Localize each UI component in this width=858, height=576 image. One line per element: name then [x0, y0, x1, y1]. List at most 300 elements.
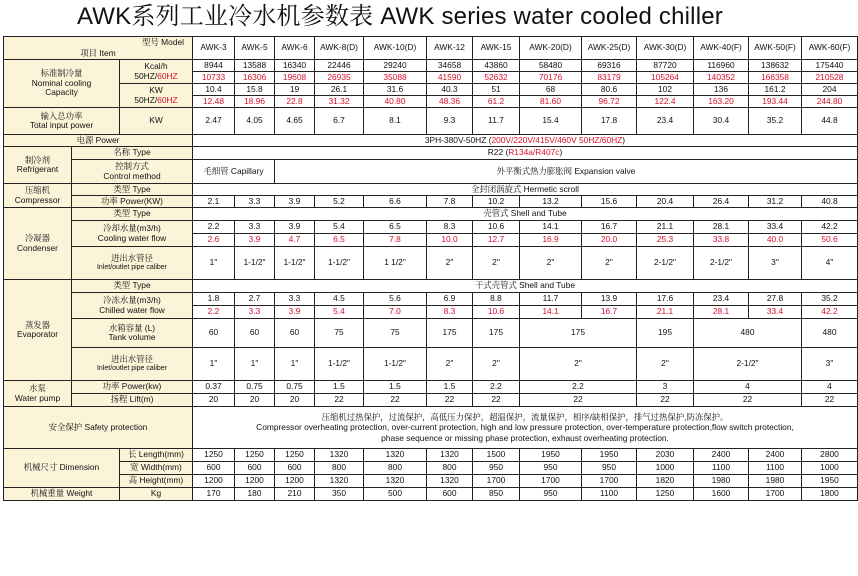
compressor-power-cell: 13.2 [520, 196, 582, 208]
pump-power-cell: 2.2 [520, 381, 637, 394]
weight-cell: 1800 [802, 488, 858, 501]
evaporator-flow-60-cell: 28.1 [694, 306, 749, 319]
kcal-50-cell: 69316 [582, 60, 637, 72]
pump-label [4, 381, 72, 407]
compressor-power-cell: 15.6 [582, 196, 637, 208]
dimension-length-cell: 2400 [694, 449, 749, 462]
kcal-60-cell: 19608 [275, 72, 315, 84]
evaporator-type-value: 干式壳管式 Shell and Tube [193, 280, 858, 293]
kw-60-cell: 40.80 [364, 96, 427, 108]
evaporator-tank-cell: 480 [694, 319, 802, 348]
safety-row [4, 407, 858, 449]
control-method-row-a [4, 160, 858, 172]
evaporator-flow-cell: 6.9 [427, 293, 473, 306]
condenser-pipe-label-cn: 进出水管径 [111, 252, 153, 263]
kcal-60-cell: 166358 [749, 72, 802, 84]
dimension-width-cell: 1100 [749, 462, 802, 475]
evaporator-pipe-cell: 1-1/2" [364, 348, 427, 381]
capacity-label [4, 60, 120, 108]
input-power-cell: 35.2 [749, 108, 802, 135]
model-name: AWK-5 [235, 37, 275, 60]
dimension-length-cell: 1320 [315, 449, 364, 462]
condenser-flow-60-cell: 40.0 [749, 234, 802, 247]
compressor-label-en: Compressor [14, 194, 61, 205]
refrigerant-type-row [4, 147, 858, 160]
condenser-flow-cell: 3.3 [235, 221, 275, 234]
evaporator-pipe-cell: 2-1/2" [694, 348, 802, 381]
evaporator-flow-row-50 [4, 293, 858, 306]
condenser-pipe-cell: 1" [193, 247, 235, 280]
condenser-type-row [4, 208, 858, 221]
evaporator-pipe-label-en: Inlet/outlet pipe caliber [96, 365, 168, 372]
kw-50-cell: 40.3 [427, 84, 473, 96]
condenser-flow-60-cell: 20.0 [582, 234, 637, 247]
condenser-label-en: Condenser [17, 242, 58, 253]
dimension-length-label: 长 Length(mm) [120, 449, 193, 462]
model-name: AWK-8(D) [315, 37, 364, 60]
evaporator-pipe-cell: 2" [473, 348, 520, 381]
condenser-flow-label [72, 221, 193, 247]
condenser-pipe-cell: 1-1/2" [235, 247, 275, 280]
compressor-type-row [4, 184, 858, 196]
condenser-flow-cell: 3.9 [275, 221, 315, 234]
evaporator-flow-60-cell: 2.2 [193, 306, 235, 319]
dimension-height-cell: 1320 [427, 475, 473, 488]
condenser-flow-cell: 6.5 [364, 221, 427, 234]
pump-lift-label: 扬程 Lift(m) [72, 394, 193, 407]
refrigerant-alt: R134a/R407c [508, 147, 560, 158]
input-power-label-cn: 输入总功率 [40, 110, 83, 121]
evaporator-flow-cell: 35.2 [802, 293, 858, 306]
evaporator-flow-label [72, 293, 193, 319]
input-power-cell: 30.4 [694, 108, 749, 135]
evaporator-tank-cell: 60 [235, 319, 275, 348]
pump-power-label: 功率 Power(kw) [72, 381, 193, 394]
kcal-50-cell: 58480 [520, 60, 582, 72]
dimension-length-cell: 1320 [427, 449, 473, 462]
evaporator-pipe-row [4, 348, 858, 381]
weight-cell: 170 [193, 488, 235, 501]
condenser-flow-row-50 [4, 221, 858, 234]
condenser-flow-cell: 14.1 [520, 221, 582, 234]
pump-power-cell: 1.5 [364, 381, 427, 394]
kcal-60-cell: 16306 [235, 72, 275, 84]
kcal-50-cell: 138632 [749, 60, 802, 72]
evaporator-tank-cell: 480 [802, 319, 858, 348]
evaporator-type-label: 类型 Type [72, 280, 193, 293]
evaporator-tank-label-cn: 水箱容量 (L) [108, 322, 156, 333]
condenser-flow-60-cell: 33.8 [694, 234, 749, 247]
model-name: AWK-15 [473, 37, 520, 60]
condenser-flow-cell: 8.3 [427, 221, 473, 234]
condenser-flow-60-cell: 10.0 [427, 234, 473, 247]
kcal-60-cell: 41590 [427, 72, 473, 84]
kw-50-cell: 10.4 [193, 84, 235, 96]
pump-lift-cell: 22 [473, 394, 520, 407]
spec-table [3, 36, 858, 501]
evaporator-pipe-cell: 1" [193, 348, 235, 381]
kcal-50-cell: 16340 [275, 60, 315, 72]
pump-power-cell: 0.75 [235, 381, 275, 394]
pump-power-cell: 0.37 [193, 381, 235, 394]
pump-power-cell: 1.5 [315, 381, 364, 394]
compressor-power-cell: 26.4 [694, 196, 749, 208]
evaporator-flow-cell: 3.3 [275, 293, 315, 306]
dimension-width-cell: 600 [193, 462, 235, 475]
input-power-cell: 8.1 [364, 108, 427, 135]
evaporator-tank-cell: 60 [275, 319, 315, 348]
kcal-50-cell: 34658 [427, 60, 473, 72]
evaporator-flow-cell: 4.5 [315, 293, 364, 306]
pump-lift-cell: 22 [802, 394, 858, 407]
model-name: AWK-30(D) [637, 37, 694, 60]
kw-60-cell: 12.48 [193, 96, 235, 108]
compressor-power-cell: 3.9 [275, 196, 315, 208]
weight-unit: Kg [120, 488, 193, 501]
power-source-value [193, 135, 858, 147]
evaporator-flow-cell: 1.8 [193, 293, 235, 306]
evaporator-flow-60-cell: 21.1 [637, 306, 694, 319]
refrigerant-label-en: Refrigerant [16, 164, 59, 174]
dimension-length-cell: 1250 [235, 449, 275, 462]
evaporator-tank-cell: 175 [473, 319, 520, 348]
compressor-power-row [4, 196, 858, 208]
dimension-length-row [4, 449, 858, 462]
compressor-power-cell: 5.2 [315, 196, 364, 208]
input-power-cell: 44.8 [802, 108, 858, 135]
condenser-flow-cell: 21.1 [637, 221, 694, 234]
condenser-pipe-cell: 2-1/2" [694, 247, 749, 280]
kcal-unit [120, 60, 193, 84]
evaporator-flow-cell: 2.7 [235, 293, 275, 306]
weight-label: 机械重量 Weight [4, 488, 120, 501]
control-method-label [72, 160, 193, 184]
evaporator-flow-cell: 11.7 [520, 293, 582, 306]
control-method-label-en: Control method [103, 170, 161, 181]
kcal-60-cell: 140352 [694, 72, 749, 84]
evaporator-flow-label-cn: 冷冻水量(m3/h) [103, 295, 161, 305]
weight-cell: 180 [235, 488, 275, 501]
model-name: AWK-20(D) [520, 37, 582, 60]
dimension-length-cell: 1950 [520, 449, 582, 462]
kw-60-cell: 18.96 [235, 96, 275, 108]
evaporator-tank-cell: 195 [637, 319, 694, 348]
condenser-pipe-row [4, 247, 858, 280]
weight-cell: 1250 [637, 488, 694, 501]
evaporator-flow-cell: 8.8 [473, 293, 520, 306]
evaporator-flow-60-cell: 16.7 [582, 306, 637, 319]
input-power-row [4, 108, 858, 135]
evaporator-pipe-cell: 2" [427, 348, 473, 381]
evaporator-pipe-label [72, 348, 193, 381]
kw-50-cell: 26.1 [315, 84, 364, 96]
input-power-unit: KW [120, 108, 193, 135]
dimension-width-cell: 600 [235, 462, 275, 475]
condenser-flow-60-cell: 50.6 [802, 234, 858, 247]
kcal-60-cell: 35088 [364, 72, 427, 84]
kw-50-cell: 102 [637, 84, 694, 96]
evaporator-flow-label-en: Chilled water flow [99, 304, 165, 315]
compressor-power-cell: 3.3 [235, 196, 275, 208]
input-power-cell: 4.65 [275, 108, 315, 135]
pump-power-cell: 4 [802, 381, 858, 394]
evaporator-flow-cell: 17.6 [637, 293, 694, 306]
kcal-50-cell: 29240 [364, 60, 427, 72]
condenser-pipe-cell: 2" [473, 247, 520, 280]
kw-60-cell: 244.80 [802, 96, 858, 108]
input-power-label-en: Total input power [29, 120, 94, 130]
weight-row [4, 488, 858, 501]
weight-cell: 500 [364, 488, 427, 501]
dimension-height-row [4, 475, 858, 488]
dimension-length-cell: 2800 [802, 449, 858, 462]
kw-unit-line1: KW [149, 85, 163, 95]
evaporator-pipe-cell: 1" [235, 348, 275, 381]
kw-60-cell: 81.60 [520, 96, 582, 108]
condenser-type-label: 类型 Type [72, 208, 193, 221]
compressor-power-cell: 40.8 [802, 196, 858, 208]
condenser-flow-60-cell: 3.9 [235, 234, 275, 247]
dimension-width-label: 宽 Width(mm) [120, 462, 193, 475]
pump-power-cell: 1.5 [427, 381, 473, 394]
evaporator-tank-cell: 175 [520, 319, 637, 348]
refrigerant-name-label: 名称 Type [72, 147, 193, 160]
page-title: AWK系列工业冷水机参数表 AWK series water cooled chiller [76, 3, 723, 30]
kw-50-cell: 51 [473, 84, 520, 96]
compressor-power-cell: 20.4 [637, 196, 694, 208]
kcal-60-cell: 210528 [802, 72, 858, 84]
kw-50-cell: 15.8 [235, 84, 275, 96]
condenser-pipe-cell: 4" [802, 247, 858, 280]
kw-60-cell: 22.8 [275, 96, 315, 108]
input-power-cell: 15.4 [520, 108, 582, 135]
evaporator-pipe-cell: 1-1/2" [315, 348, 364, 381]
dimension-height-cell: 1980 [749, 475, 802, 488]
evaporator-tank-cell: 75 [315, 319, 364, 348]
power-source-row [4, 135, 858, 147]
power-source-alt: 200V/220V/415V/460V 50HZ/60HZ [491, 134, 623, 145]
condenser-flow-60-cell: 6.5 [315, 234, 364, 247]
kcal-50-cell: 22446 [315, 60, 364, 72]
dimension-height-cell: 1200 [275, 475, 315, 488]
refrigerant-main: R22 ( [487, 147, 509, 158]
control-method-label-cn: 控制方式 [115, 161, 149, 171]
dimension-width-cell: 1000 [637, 462, 694, 475]
kw-50-cell: 80.6 [582, 84, 637, 96]
weight-cell: 350 [315, 488, 364, 501]
condenser-flow-cell: 33.4 [749, 221, 802, 234]
input-power-label [4, 108, 120, 135]
model-name: AWK-25(D) [582, 37, 637, 60]
kw-50-cell: 19 [275, 84, 315, 96]
dimension-length-cell: 1250 [193, 449, 235, 462]
condenser-flow-60-cell: 7.8 [364, 234, 427, 247]
dimension-height-cell: 1700 [473, 475, 520, 488]
control-method-valve: 外平衡式热力膨胀阀 Expansion valve [275, 160, 858, 184]
kw-60-cell: 96.72 [582, 96, 637, 108]
dimension-height-cell: 1320 [364, 475, 427, 488]
pump-lift-cell: 20 [235, 394, 275, 407]
evaporator-flow-cell: 23.4 [694, 293, 749, 306]
capacity-label-en1: Nominal cooling [31, 77, 92, 88]
dimension-height-cell: 1200 [193, 475, 235, 488]
safety-notes-cn: 压缩机过热保护，过流保护，高低压力保护，超温保护，流量保护，相序/缺相保护，排气过热保护,防冻保护。 [321, 411, 729, 422]
pump-power-cell: 4 [694, 381, 802, 394]
kcal-50-cell: 116960 [694, 60, 749, 72]
kcal-50-cell: 175440 [802, 60, 858, 72]
dimension-width-cell: 1100 [694, 462, 749, 475]
pump-lift-cell: 22 [637, 394, 694, 407]
evaporator-tank-row [4, 319, 858, 348]
weight-cell: 1100 [582, 488, 637, 501]
evaporator-flow-60-cell: 3.3 [235, 306, 275, 319]
input-power-cell: 23.4 [637, 108, 694, 135]
evaporator-tank-cell: 75 [364, 319, 427, 348]
evaporator-label [4, 280, 72, 381]
input-power-cell: 6.7 [315, 108, 364, 135]
dimension-height-cell: 1980 [694, 475, 749, 488]
dimension-height-cell: 1700 [582, 475, 637, 488]
dimension-width-cell: 950 [473, 462, 520, 475]
condenser-label [4, 208, 72, 280]
kcal-50-cell: 13588 [235, 60, 275, 72]
dimension-height-cell: 1200 [235, 475, 275, 488]
dimension-width-cell: 800 [427, 462, 473, 475]
dimension-length-cell: 1500 [473, 449, 520, 462]
condenser-pipe-cell: 2" [582, 247, 637, 280]
dimension-width-cell: 800 [315, 462, 364, 475]
kcal-unit-60hz: 60HZ [157, 70, 178, 81]
dimension-width-cell: 950 [520, 462, 582, 475]
dimension-height-cell: 1820 [637, 475, 694, 488]
condenser-flow-cell: 42.2 [802, 221, 858, 234]
compressor-power-label: 功率 Power(KW) [72, 196, 193, 208]
condenser-flow-60-cell: 4.7 [275, 234, 315, 247]
input-power-cell: 17.8 [582, 108, 637, 135]
dimension-width-cell: 800 [364, 462, 427, 475]
evaporator-pipe-cell: 2" [637, 348, 694, 381]
compressor-power-cell: 10.2 [473, 196, 520, 208]
pump-lift-cell: 22 [694, 394, 802, 407]
pump-lift-cell: 20 [193, 394, 235, 407]
pump-label-en: Water pump [14, 392, 61, 403]
condenser-flow-60-cell: 2.6 [193, 234, 235, 247]
dimension-length-cell: 1250 [275, 449, 315, 462]
evaporator-flow-cell: 13.9 [582, 293, 637, 306]
kw-unit-60hz: 60HZ [157, 94, 178, 105]
capacity-label-en2: Capacity [45, 87, 78, 98]
evaporator-tank-cell: 175 [427, 319, 473, 348]
dimension-length-cell: 1950 [582, 449, 637, 462]
kw-50-cell: 136 [694, 84, 749, 96]
capacity-kcal-row-50 [4, 60, 858, 72]
condenser-flow-cell: 16.7 [582, 221, 637, 234]
power-source-main: 3PH-380V-50HZ ( [424, 134, 492, 145]
evaporator-type-row [4, 280, 858, 293]
dimension-width-cell: 600 [275, 462, 315, 475]
control-method-capillary: 毛细管 Capillary [193, 160, 275, 184]
header-row-model [4, 37, 858, 49]
weight-cell: 210 [275, 488, 315, 501]
kw-60-cell: 48.36 [427, 96, 473, 108]
dimension-height-cell: 1320 [315, 475, 364, 488]
pump-lift-cell: 22 [520, 394, 637, 407]
model-name: AWK-3 [193, 37, 235, 60]
condenser-pipe-cell: 2" [520, 247, 582, 280]
pump-power-cell: 3 [637, 381, 694, 394]
evaporator-flow-cell: 27.8 [749, 293, 802, 306]
evaporator-flow-60-cell: 8.3 [427, 306, 473, 319]
kcal-60-cell: 70176 [520, 72, 582, 84]
evaporator-pipe-cell: 2" [520, 348, 637, 381]
input-power-cell: 2.47 [193, 108, 235, 135]
evaporator-pipe-label-cn: 进出水管径 [111, 353, 153, 364]
kw-unit [120, 84, 193, 108]
kcal-50-cell: 8944 [193, 60, 235, 72]
condenser-flow-cell: 5.4 [315, 221, 364, 234]
input-power-cell: 11.7 [473, 108, 520, 135]
dimension-length-cell: 1320 [364, 449, 427, 462]
condenser-flow-cell: 2.2 [193, 221, 235, 234]
kcal-unit-50hz: 50HZ/ [134, 70, 158, 81]
dimension-width-cell: 950 [582, 462, 637, 475]
evaporator-label-cn: 蒸发器 [24, 319, 51, 330]
condenser-pipe-cell: 3" [749, 247, 802, 280]
model-name: AWK-6 [275, 37, 315, 60]
evaporator-flow-60-cell: 33.4 [749, 306, 802, 319]
condenser-flow-label-cn: 冷却水量(m3/h) [103, 223, 161, 233]
refrigerant-label [4, 147, 72, 184]
evaporator-flow-60-cell: 10.6 [473, 306, 520, 319]
pump-power-cell: 0.75 [275, 381, 315, 394]
evaporator-flow-60-cell: 14.1 [520, 306, 582, 319]
dimension-width-row [4, 462, 858, 475]
safety-label: 安全保护 Safety protection [4, 407, 193, 449]
compressor-power-cell: 7.8 [427, 196, 473, 208]
pump-lift-cell: 22 [427, 394, 473, 407]
condenser-pipe-cell: 2" [427, 247, 473, 280]
evaporator-tank-label-en: Tank volume [108, 332, 156, 342]
safety-notes-en2: phase sequence or missing phase protection, exhaust overheating protection. [381, 432, 669, 443]
compressor-label [4, 184, 72, 208]
kcal-60-cell: 10733 [193, 72, 235, 84]
pump-lift-row [4, 394, 858, 407]
model-name: AWK-50(F) [749, 37, 802, 60]
evaporator-tank-cell: 60 [193, 319, 235, 348]
condenser-flow-60-cell: 16.9 [520, 234, 582, 247]
weight-cell: 950 [520, 488, 582, 501]
kcal-60-cell: 83179 [582, 72, 637, 84]
evaporator-pipe-cell: 3" [802, 348, 858, 381]
condenser-pipe-cell: 1-1/2" [275, 247, 315, 280]
evaporator-flow-60-cell: 7.0 [364, 306, 427, 319]
kw-50-cell: 68 [520, 84, 582, 96]
model-label: 型号 Model [4, 37, 193, 49]
evaporator-flow-60-cell: 3.9 [275, 306, 315, 319]
weight-cell: 1600 [694, 488, 749, 501]
model-name: AWK-12 [427, 37, 473, 60]
kw-50-cell: 204 [802, 84, 858, 96]
dimension-length-cell: 2030 [637, 449, 694, 462]
capacity-label-cn: 标准制冷量 [40, 68, 83, 79]
safety-notes-en1: Compressor overheating protection, over-current protection, high and low pressure protection, over-temperature protection,flow switch protection, [256, 422, 794, 433]
dimension-label: 机械尺寸 Dimension [4, 449, 120, 488]
compressor-type-value: 全封闭涡旋式 Hermetic scroll [193, 184, 858, 196]
compressor-type-label: 类型 Type [72, 184, 193, 196]
condenser-pipe-cell: 1-1/2" [315, 247, 364, 280]
kw-60-cell: 193.44 [749, 96, 802, 108]
weight-cell: 600 [427, 488, 473, 501]
